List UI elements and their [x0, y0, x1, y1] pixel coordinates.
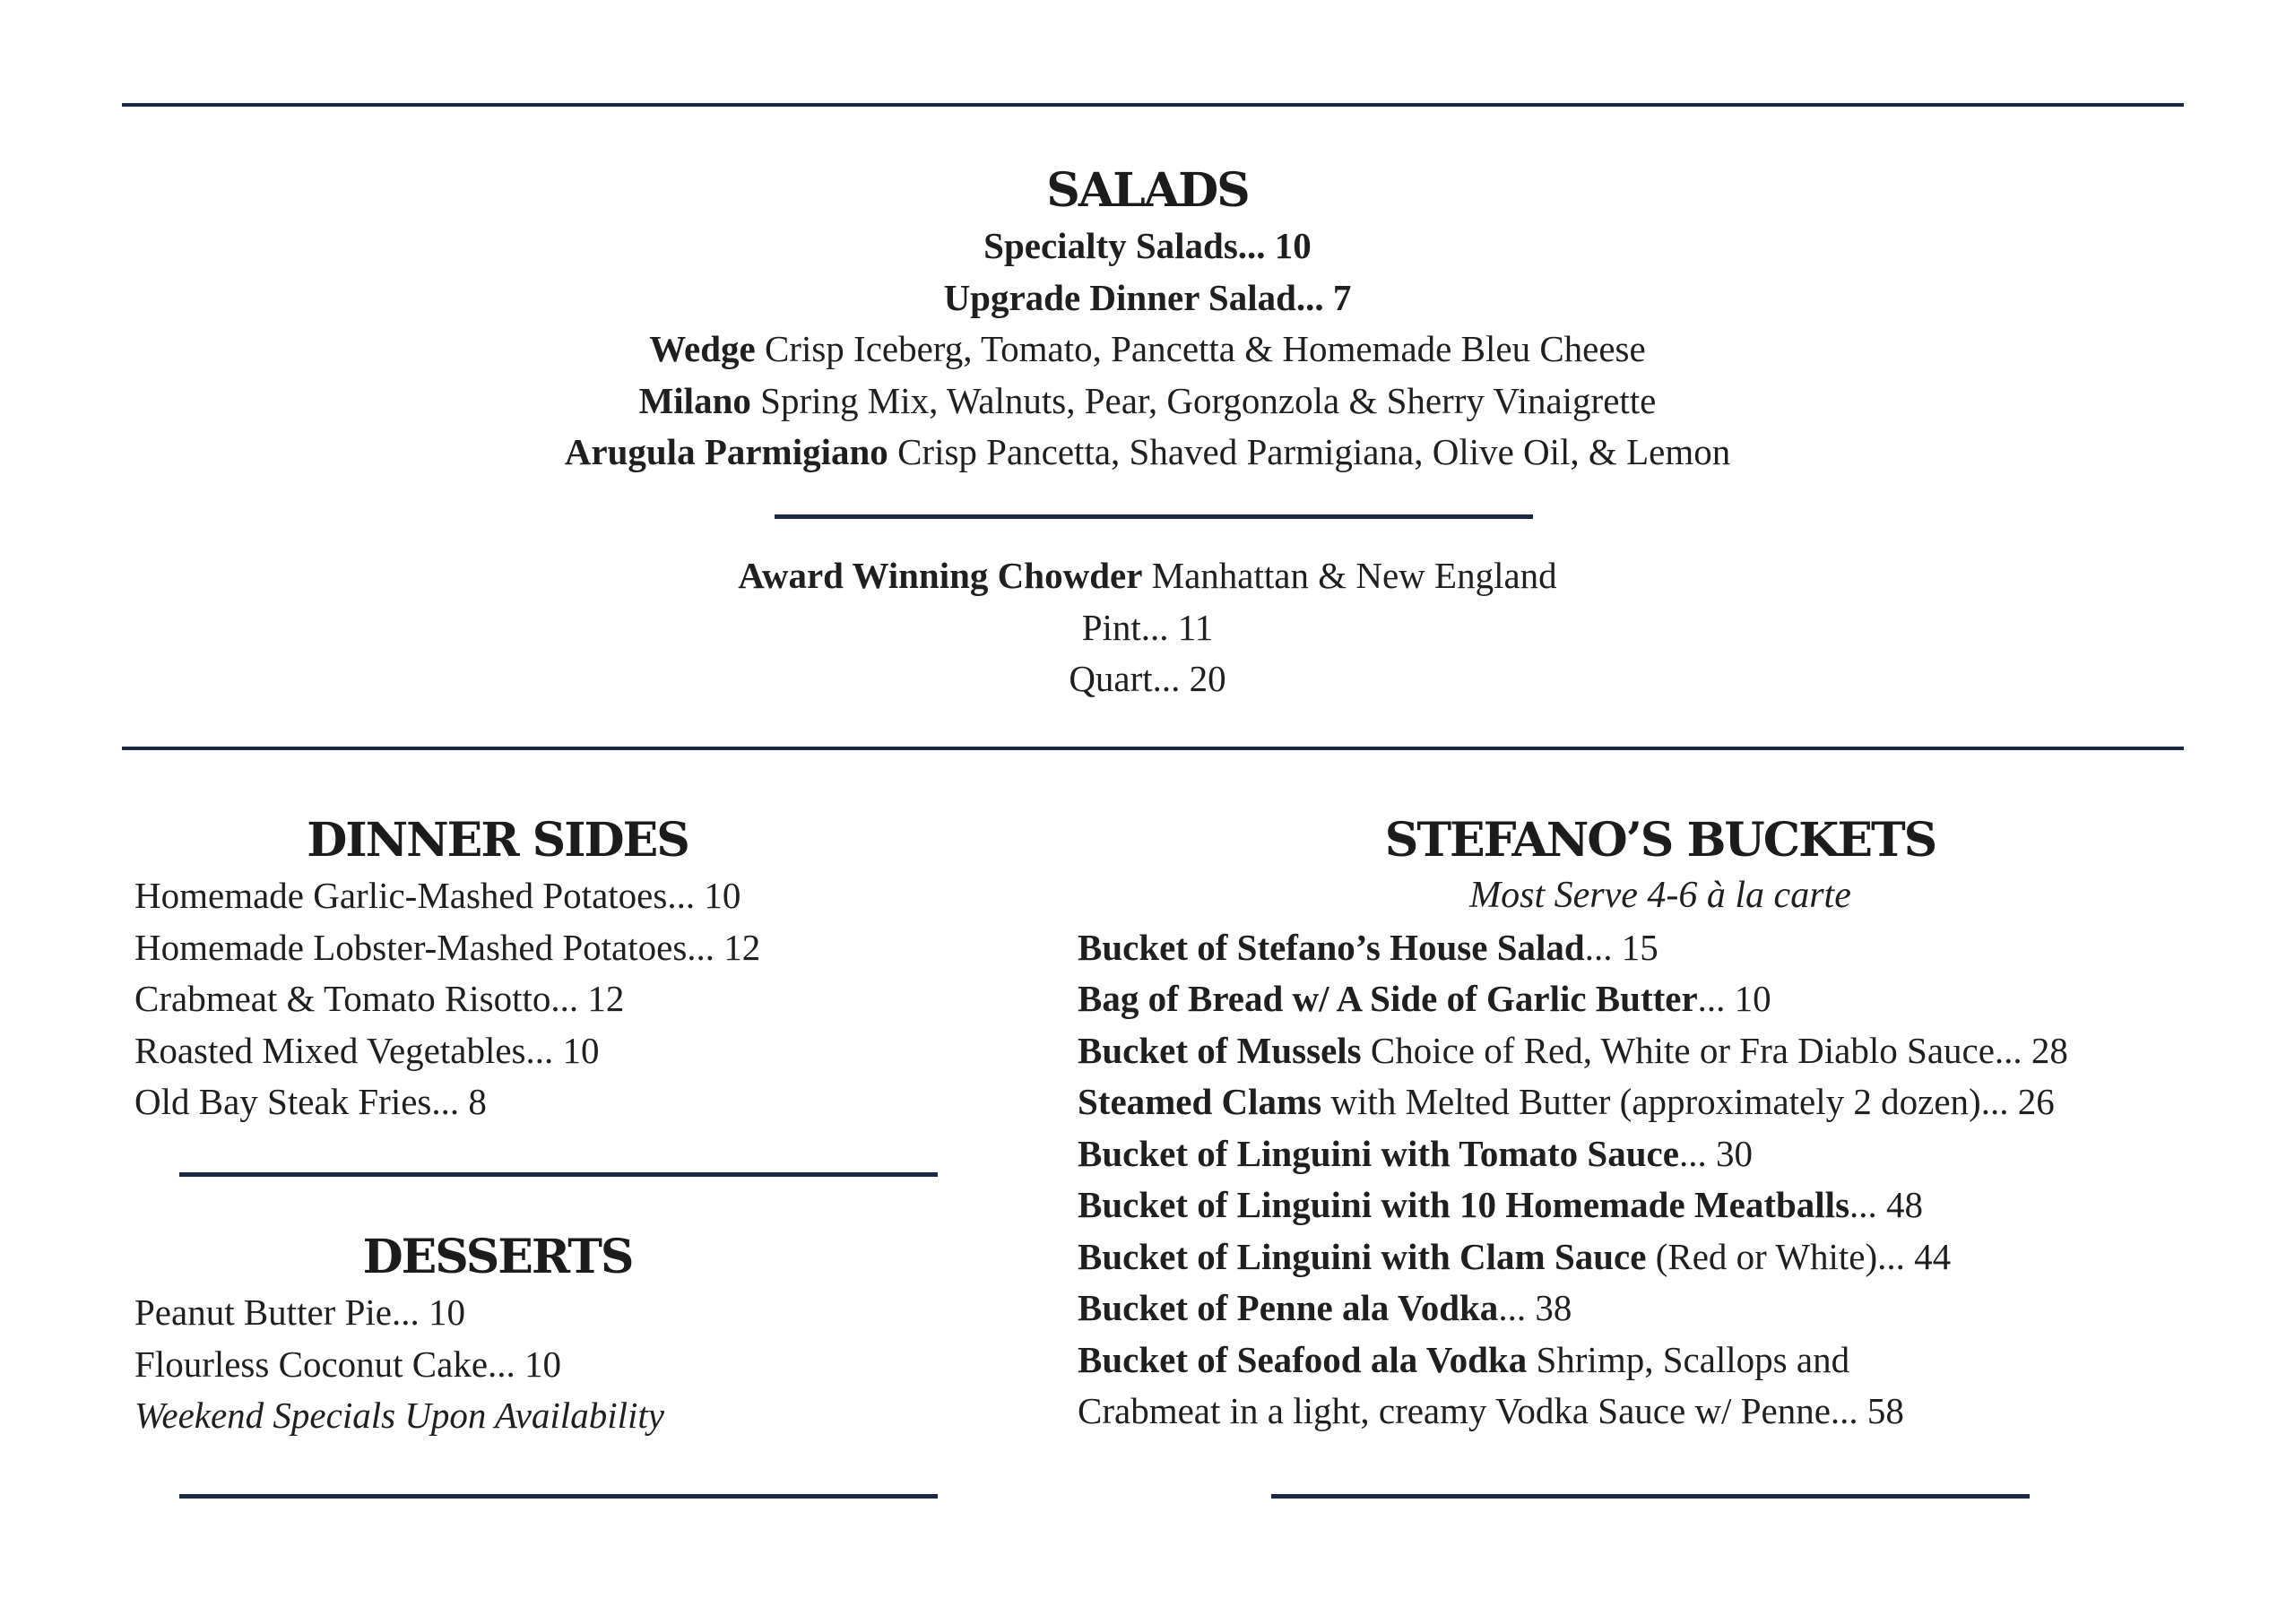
bucket-item-name: Bucket of Penne ala Vodka	[1078, 1287, 1499, 1328]
side-item: Old Bay Steak Fries... 8	[134, 1081, 487, 1122]
dinner-sides-heading: DINNER SIDES	[307, 813, 688, 868]
salad-item-name: Milano	[638, 379, 751, 421]
bucket-item-desc: ... 30	[1678, 1132, 1753, 1174]
bottom-right-divider	[1271, 1494, 2030, 1499]
bucket-item-continued: Crabmeat in a light, creamy Vodka Sauce w/ Penne... 58	[1078, 1390, 1904, 1431]
dessert-item: Peanut Butter Pie... 10	[134, 1291, 465, 1333]
side-item: Homemade Lobster-Mashed Potatoes... 12	[134, 926, 761, 968]
buckets-section	[1078, 811, 2243, 1438]
chowder-desc: Manhattan & New England	[1142, 555, 1557, 596]
bucket-item	[1078, 1335, 2243, 1386]
desserts-heading: DESSERTS	[362, 1230, 633, 1284]
buckets-subtitle: Most Serve 4-6 à la carte	[1469, 875, 1851, 916]
salad-item	[0, 324, 2295, 376]
bucket-item-name: Bag of Bread w/ A Side of Garlic Butter	[1078, 978, 1698, 1019]
bucket-item-name: Bucket of Seafood ala Vodka	[1078, 1338, 1528, 1380]
bucket-item	[1078, 1076, 2243, 1128]
side-item: Crabmeat & Tomato Risotto... 12	[134, 978, 625, 1019]
salad-item-name: Arugula Parmigiano	[564, 431, 888, 472]
chowder-section	[0, 550, 2295, 705]
bucket-item	[1078, 922, 2243, 974]
side-item: Roasted Mixed Vegetables... 10	[134, 1029, 600, 1071]
bucket-item-name: Bucket of Mussels	[1078, 1029, 1362, 1071]
side-item: Homemade Garlic-Mashed Potatoes... 10	[134, 875, 741, 916]
chowder-quart-price: Quart... 20	[1069, 658, 1226, 699]
salad-item	[0, 427, 2295, 479]
bucket-item	[1078, 1025, 2243, 1077]
buckets-heading: STEFANO’S BUCKETS	[1384, 813, 1936, 868]
chowder-title	[0, 550, 2295, 602]
salad-divider	[775, 514, 1533, 519]
salad-item: Upgrade Dinner Salad... 7	[943, 276, 1352, 318]
salad-item	[0, 376, 2295, 428]
salad-item-desc: Spring Mix, Walnuts, Pear, Gorgonzola & Sherry Vinaigrette	[750, 379, 1657, 421]
bucket-item-desc: ... 38	[1498, 1287, 1572, 1328]
dessert-note: Weekend Specials Upon Availability	[134, 1395, 664, 1436]
middle-divider	[122, 747, 2184, 750]
sides-divider	[179, 1172, 938, 1177]
salad-item-desc: Crisp Iceberg, Tomato, Pancetta & Homemade Bleu Cheese	[755, 328, 1646, 369]
bucket-item-desc: ... 10	[1697, 978, 1771, 1019]
salad-item-desc: Crisp Pancetta, Shaved Parmigiana, Olive Oil, & Lemon	[888, 431, 1731, 472]
chowder-pint-price: Pint... 11	[1081, 606, 1214, 648]
bucket-item-desc: ... 48	[1849, 1184, 1924, 1225]
bucket-item-desc: Choice of Red, White or Fra Diablo Sauce... 28	[1361, 1029, 2068, 1071]
top-divider	[122, 103, 2184, 107]
bucket-item-name: Bucket of Stefano’s House Salad	[1078, 926, 1585, 968]
salad-item-name: Wedge	[649, 328, 756, 369]
bucket-item	[1078, 1283, 2243, 1335]
bucket-item-desc: ... 15	[1584, 926, 1658, 968]
bucket-item-desc: with Melted Butter (approximately 2 dozen)... 26	[1321, 1081, 2055, 1122]
chowder-name: Award Winning Chowder	[738, 555, 1143, 596]
bucket-item-name: Bucket of Linguini with 10 Homemade Meatballs	[1078, 1184, 1850, 1225]
bucket-item-name: Bucket of Linguini with Clam Sauce	[1078, 1235, 1647, 1277]
salads-heading: SALADS	[1046, 163, 1249, 218]
bucket-item-name: Steamed Clams	[1078, 1081, 1322, 1122]
bucket-item	[1078, 1231, 2243, 1283]
bottom-left-divider	[179, 1494, 938, 1499]
bucket-item-desc: (Red or White)... 44	[1646, 1235, 1952, 1277]
bucket-item-name: Bucket of Linguini with Tomato Sauce	[1078, 1132, 1679, 1174]
salads-section	[0, 161, 2295, 479]
bucket-item	[1078, 1128, 2243, 1180]
bucket-item	[1078, 1179, 2243, 1231]
desserts-section	[134, 1228, 995, 1442]
bucket-item-desc: Shrimp, Scallops and	[1527, 1338, 1850, 1380]
bucket-item	[1078, 973, 2243, 1025]
salad-item: Specialty Salads... 10	[983, 225, 1312, 266]
dessert-item: Flourless Coconut Cake... 10	[134, 1343, 562, 1385]
